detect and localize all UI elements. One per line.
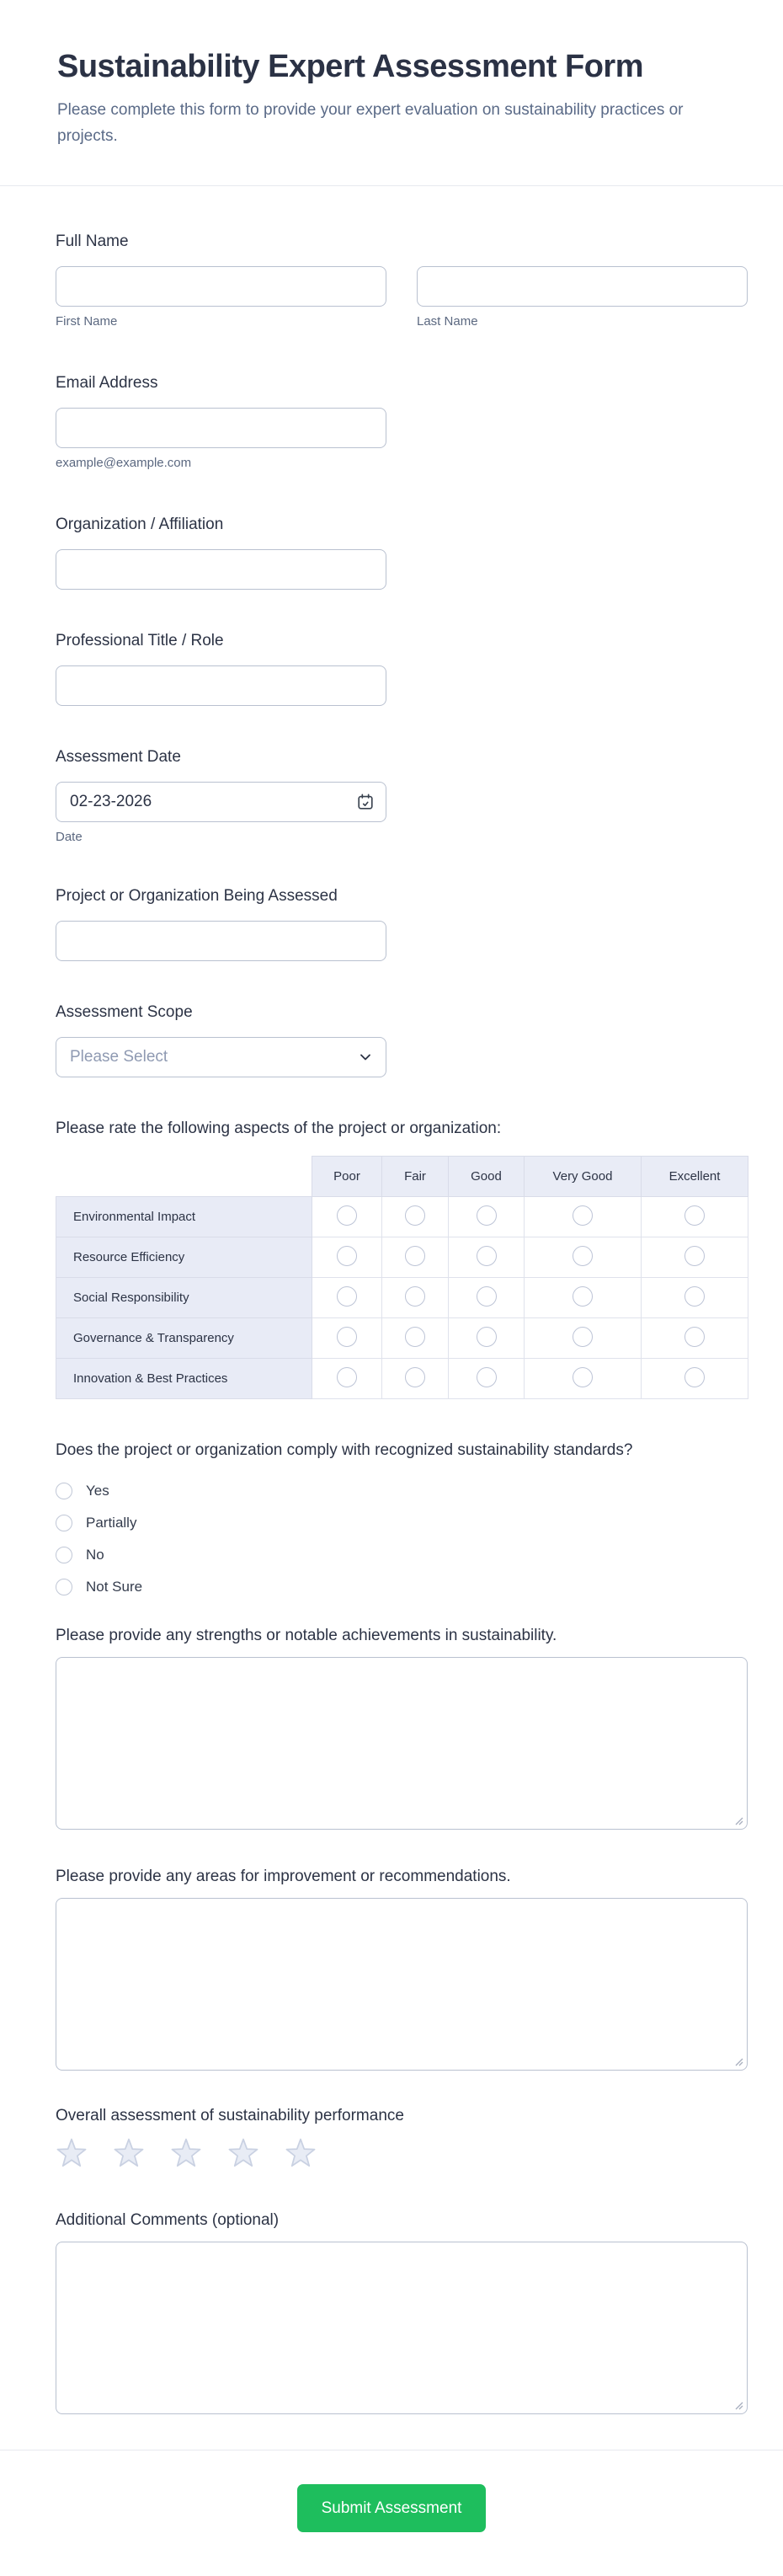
radio-option[interactable] [56, 1515, 748, 1531]
matrix-radio[interactable] [477, 1205, 497, 1226]
matrix-cell [449, 1197, 525, 1237]
star-rating [56, 2138, 748, 2170]
matrix-radio[interactable] [477, 1367, 497, 1387]
field-additional-comments [56, 2210, 748, 2414]
matrix-column-header: Poor [312, 1157, 382, 1197]
assessment-date-input[interactable] [56, 782, 386, 822]
improvements-label: Please provide any areas for improvement or recommendations. [56, 1868, 511, 1885]
matrix-cell [449, 1278, 525, 1318]
matrix-radio[interactable] [684, 1205, 705, 1226]
field-strengths [56, 1626, 748, 1830]
organization-input[interactable] [56, 549, 386, 590]
page-subtitle: Please complete this form to provide your expert evaluation on sustainability practices or projects. [57, 101, 684, 145]
chevron-down-icon [357, 1049, 374, 1066]
matrix-radio[interactable] [477, 1286, 497, 1307]
matrix-cell [312, 1197, 382, 1237]
radio-icon[interactable] [56, 1515, 72, 1531]
matrix-cell [525, 1278, 642, 1318]
matrix-column-header: Excellent [642, 1157, 748, 1197]
professional-title-label: Professional Title / Role [56, 632, 224, 649]
compliance-question: Does the project or organization comply with recognized sustainability standards? [56, 1441, 633, 1459]
email-label: Email Address [56, 374, 158, 392]
matrix-cell [525, 1197, 642, 1237]
matrix-cell [449, 1318, 525, 1359]
radio-option-label: Partially [86, 1515, 137, 1531]
submit-button[interactable]: Submit Assessment [297, 2484, 487, 2532]
page-title: Sustainability Expert Assessment Form [57, 49, 643, 84]
radio-option[interactable] [56, 1483, 748, 1499]
compliance-options [56, 1483, 748, 1595]
matrix-cell [312, 1237, 382, 1278]
assessment-scope-select[interactable] [56, 1037, 386, 1077]
matrix-radio[interactable] [573, 1327, 593, 1347]
assessment-scope-placeholder: Please Select [70, 1048, 168, 1066]
resize-handle-icon[interactable] [733, 2056, 743, 2066]
field-organization [56, 515, 748, 590]
assessment-date-sublabel: Date [56, 830, 83, 844]
matrix-radio[interactable] [337, 1205, 357, 1226]
matrix-radio[interactable] [337, 1286, 357, 1307]
radio-option-label: Not Sure [86, 1579, 143, 1595]
field-rating-matrix [56, 1119, 748, 1399]
matrix-cell [312, 1359, 382, 1399]
field-compliance [56, 1440, 748, 1595]
matrix-radio[interactable] [684, 1367, 705, 1387]
rating-matrix-question: Please rate the following aspects of the project or organization: [56, 1120, 502, 1137]
field-assessment-date [56, 747, 748, 845]
matrix-radio[interactable] [405, 1327, 425, 1347]
matrix-radio[interactable] [405, 1367, 425, 1387]
field-project [56, 886, 748, 961]
radio-option[interactable] [56, 1547, 748, 1563]
first-name-input[interactable] [56, 266, 386, 307]
matrix-row-label: Environmental Impact [56, 1197, 312, 1237]
email-sublabel: example@example.com [56, 456, 192, 470]
submit-row [0, 2450, 783, 2532]
matrix-cell [382, 1237, 449, 1278]
matrix-radio[interactable] [337, 1367, 357, 1387]
matrix-radio[interactable] [337, 1327, 357, 1347]
header-divider [0, 185, 783, 186]
matrix-cell [449, 1359, 525, 1399]
star-icon[interactable] [227, 2138, 259, 2170]
matrix-radio[interactable] [573, 1246, 593, 1266]
matrix-radio[interactable] [573, 1205, 593, 1226]
first-name-sublabel: First Name [56, 314, 118, 329]
matrix-radio[interactable] [684, 1286, 705, 1307]
matrix-row-label: Innovation & Best Practices [56, 1359, 312, 1399]
matrix-cell [642, 1278, 748, 1318]
star-icon[interactable] [170, 2138, 202, 2170]
resize-handle-icon[interactable] [733, 2400, 743, 2410]
resize-handle-icon[interactable] [733, 1815, 743, 1825]
matrix-row-label: Social Responsibility [56, 1278, 312, 1318]
radio-option-label: Yes [86, 1483, 109, 1499]
matrix-row [56, 1237, 748, 1278]
overall-rating-label: Overall assessment of sustainability performance [56, 2107, 404, 2124]
calendar-check-icon[interactable] [356, 793, 375, 811]
matrix-radio[interactable] [477, 1246, 497, 1266]
matrix-radio[interactable] [337, 1246, 357, 1266]
radio-icon[interactable] [56, 1483, 72, 1499]
full-name-label: Full Name [56, 232, 129, 250]
matrix-cell [382, 1278, 449, 1318]
project-label: Project or Organization Being Assessed [56, 887, 338, 905]
organization-label: Organization / Affiliation [56, 516, 224, 533]
matrix-cell [382, 1197, 449, 1237]
matrix-radio[interactable] [477, 1327, 497, 1347]
star-icon[interactable] [113, 2138, 145, 2170]
matrix-cell [642, 1318, 748, 1359]
additional-comments-label: Additional Comments (optional) [56, 2211, 280, 2229]
matrix-row [56, 1318, 748, 1359]
matrix-row [56, 1359, 748, 1399]
improvements-textarea[interactable] [56, 1898, 748, 2071]
field-professional-title [56, 631, 748, 706]
matrix-row-label: Governance & Transparency [56, 1318, 312, 1359]
matrix-cell [382, 1359, 449, 1399]
matrix-column-header: Fair [382, 1157, 449, 1197]
matrix-cell [642, 1237, 748, 1278]
field-improvements [56, 1867, 748, 2071]
matrix-corner-cell [56, 1157, 312, 1197]
rating-matrix-head [56, 1157, 748, 1197]
matrix-row [56, 1278, 748, 1318]
radio-icon[interactable] [56, 1579, 72, 1595]
strengths-textarea[interactable] [56, 1657, 748, 1830]
matrix-radio[interactable] [573, 1367, 593, 1387]
matrix-radio[interactable] [405, 1286, 425, 1307]
matrix-column-header: Good [449, 1157, 525, 1197]
matrix-cell [525, 1359, 642, 1399]
assessment-date-label: Assessment Date [56, 748, 181, 766]
matrix-cell [525, 1237, 642, 1278]
assessment-scope-label: Assessment Scope [56, 1003, 193, 1021]
matrix-radio[interactable] [684, 1327, 705, 1347]
matrix-radio[interactable] [405, 1205, 425, 1226]
form-body [0, 232, 783, 2414]
professional-title-input[interactable] [56, 665, 386, 706]
rating-matrix-table [56, 1156, 748, 1399]
project-input[interactable] [56, 921, 386, 961]
form-header [0, 0, 783, 149]
field-overall-rating [56, 2106, 748, 2170]
field-full-name [56, 232, 748, 329]
matrix-row [56, 1197, 748, 1237]
matrix-radio[interactable] [573, 1286, 593, 1307]
matrix-cell [642, 1359, 748, 1399]
matrix-radio[interactable] [405, 1246, 425, 1266]
matrix-cell [382, 1318, 449, 1359]
radio-option[interactable] [56, 1579, 748, 1595]
additional-comments-textarea[interactable] [56, 2242, 748, 2414]
matrix-row-label: Resource Efficiency [56, 1237, 312, 1278]
field-assessment-scope [56, 1002, 748, 1077]
strengths-label: Please provide any strengths or notable achievements in sustainability. [56, 1627, 557, 1644]
matrix-column-header: Very Good [525, 1157, 642, 1197]
radio-option-label: No [86, 1547, 104, 1563]
field-email [56, 373, 748, 471]
last-name-sublabel: Last Name [417, 314, 478, 329]
last-name-input[interactable] [417, 266, 748, 307]
star-icon[interactable] [285, 2138, 317, 2170]
matrix-cell [642, 1197, 748, 1237]
matrix-cell [312, 1318, 382, 1359]
matrix-cell [449, 1237, 525, 1278]
email-input[interactable] [56, 408, 386, 448]
matrix-cell [525, 1318, 642, 1359]
matrix-radio[interactable] [684, 1246, 705, 1266]
matrix-cell [312, 1278, 382, 1318]
rating-matrix-body [56, 1197, 748, 1399]
star-icon[interactable] [56, 2138, 88, 2170]
radio-icon[interactable] [56, 1547, 72, 1563]
